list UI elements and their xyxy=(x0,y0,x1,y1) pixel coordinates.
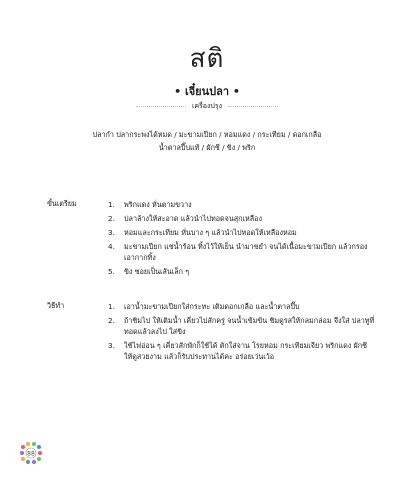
prep-step xyxy=(108,199,376,210)
ingredients-line: น้ำตาลปี๊บแท้ / ผักชี / ขิง / พริก xyxy=(158,143,256,152)
divider-left xyxy=(136,106,186,107)
method-step xyxy=(108,315,376,337)
step-text: ปลาล้างให้สะอาด แล้วนำไปทอดจนสุกเหลือง xyxy=(124,214,262,223)
step-text: มะขามเปียก แช่น้ำร้อน ทิ้งไว้ให้เย็น นำมาขยำ จนได้เนื้อมะขามเปียก แล้วกรองเอากากทิ้ง xyxy=(124,242,368,262)
prep-step xyxy=(108,241,376,263)
prep-steps xyxy=(108,199,376,280)
step-text: ใช้ไฟอ่อน ๆ เคี่ยวสักพักก็ใช้ได้ ตักใส่จาน โรยหอม กระเทียมเจียว พริกแดง ผักชี ให้ดูสวยงาม แล้วก็รับประทานได้คะ อร่อยเว่นเว้อ xyxy=(124,341,367,361)
section-heading-label: เครื่องปรุง xyxy=(191,101,223,110)
method-steps xyxy=(108,301,376,365)
method-step xyxy=(108,340,376,362)
section-heading xyxy=(130,100,284,112)
divider-right xyxy=(228,106,278,107)
method-label: วิธีทำ xyxy=(47,301,65,310)
recipe-subtitle: • เจี๋ยนปลา • xyxy=(174,85,240,98)
prep-label: ขั้นเตรียม xyxy=(47,199,77,208)
step-number: 1. xyxy=(108,302,115,311)
step-number: 3. xyxy=(108,228,115,237)
step-text: เอาน้ำมะขามเปียกใส่กระทะ เติมดอกเกลือ และน้ำตาลปี๊บ xyxy=(124,302,300,311)
prep-step xyxy=(108,227,376,238)
step-text: ถ้าชิมไป ให้เติมน้ำ เคี่ยวไปสักครู่ จนน้ำเข้มข้น ชิมดูรสให้กลมกล่อม จึงใส่ ปลาทูที่ทอดแล้วลงไป ใส่ขิง xyxy=(124,316,375,336)
step-text: พริกแดง หั่นตามขวาง xyxy=(124,200,192,209)
prep-step xyxy=(108,266,376,277)
method-step xyxy=(108,301,376,312)
step-number: 2. xyxy=(108,316,115,325)
step-number: 2. xyxy=(108,214,115,223)
prep-step xyxy=(108,213,376,224)
step-text: หอมและกระเทียม หั่นบาง ๆ แล้วนำไปทอดให้เหลืองหอม xyxy=(124,228,297,237)
page-title: สติ xyxy=(189,44,225,74)
ingredients-line: ปลากำ ปลากระพงได้หมด / มะขามเปียก / หอมแดง / กระเทียม / ดอกเกลือ xyxy=(92,130,322,139)
ingredients-list xyxy=(40,128,374,154)
step-number: 1. xyxy=(108,200,115,209)
step-number: 3. xyxy=(108,341,115,350)
brand-logo-icon xyxy=(18,440,44,466)
step-text: ขิง ซอยเป็นเส้นเล็ก ๆ xyxy=(124,267,190,276)
step-number: 4. xyxy=(108,242,115,251)
logo-text: 88 xyxy=(27,450,35,458)
step-number: 5. xyxy=(108,267,115,276)
